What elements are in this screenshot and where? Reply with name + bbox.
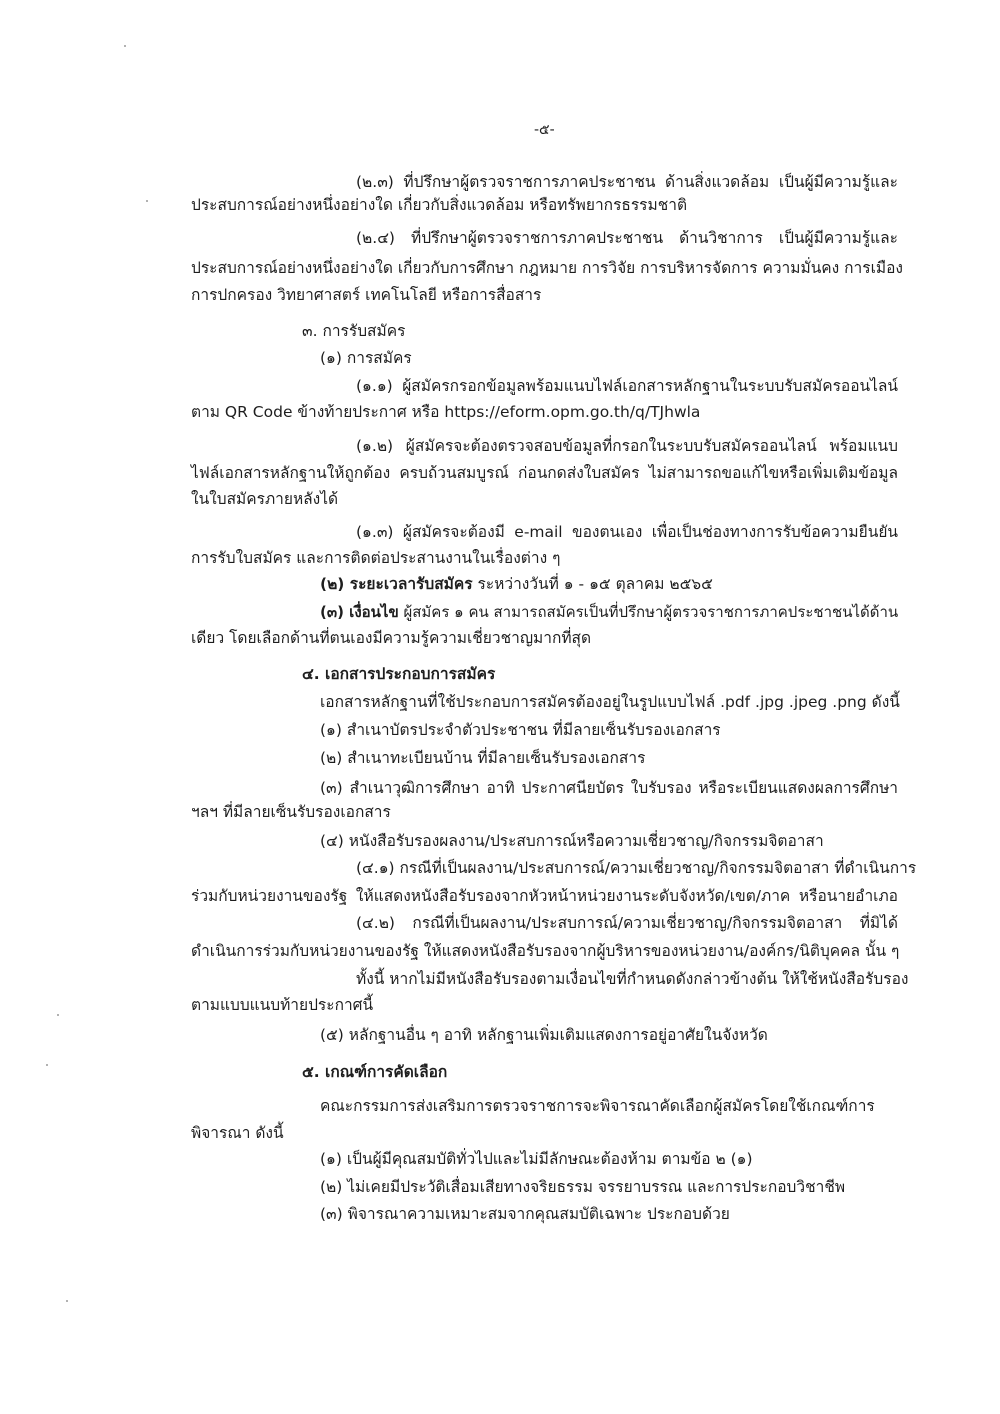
item-1-3-line-2: การรับใบสมัคร และการติดต่อประสานงานในเรื่องต่าง ๆ	[191, 549, 561, 567]
item-1-3-line-1: (๑.๓) ผู้สมัครจะต้องมี e-mail ของตนเอง เพื่อเป็นช่องทางการรับข้อความยืนยัน	[356, 523, 898, 541]
item-1-1-line-2: ตาม QR Code ข้างท้ายประกาศ หรือ https://eform.opm.go.th/q/TJhwla	[191, 403, 701, 421]
item-3-3-text: ผู้สมัคร ๑ คน สามารถสมัครเป็นที่ปรึกษาผู้ตรวจราชการภาคประชาชนได้ด้าน	[398, 603, 899, 621]
section-4-heading: ๔. เอกสารประกอบการสมัคร	[302, 665, 496, 683]
item-1-2-line-3: ในใบสมัครภายหลังได้	[191, 490, 339, 508]
section-3-heading: ๓. การรับสมัคร	[302, 322, 406, 340]
page-number: -๕-	[534, 122, 555, 138]
doc-item-4: (๔) หนังสือรับรองผลงาน/ประสบการณ์หรือความเชี่ยวชาญ/กิจกรรมจิตอาสา	[320, 832, 824, 850]
doc-item-4-1-line-1: (๔.๑) กรณีที่เป็นผลงาน/ประสบการณ์/ความเชี่ยวชาญ/กิจกรรมจิตอาสา ที่ดำเนินการ	[356, 859, 917, 877]
criteria-item-2: (๒) ไม่เคยมีประวัติเสื่อมเสียทางจริยธรรม จรรยาบรรณ และการประกอบวิชาชีพ	[320, 1178, 846, 1196]
para-2-4-line-3: การปกครอง วิทยาศาสตร์ เทคโนโลยี หรือการสื่อสาร	[191, 286, 542, 304]
para-2-4-line-1: (๒.๔) ที่ปรึกษาผู้ตรวจราชการภาคประชาชน ด้านวิชาการ เป็นผู้มีความรู้และ	[356, 229, 898, 247]
item-3-2-text: ระหว่างวันที่ ๑ - ๑๕ ตุลาคม ๒๕๖๕	[472, 575, 713, 593]
item-3-3-label: (๓) เงื่อนไข	[320, 603, 399, 621]
scan-speck	[146, 200, 148, 202]
item-1-2-line-2: ไฟล์เอกสารหลักฐานให้ถูกต้อง ครบถ้วนสมบูรณ์ ก่อนกดส่งใบสมัคร ไม่สามารถขอแก้ไขหรือเพิ่มเติมข้อมูล	[191, 464, 898, 482]
scan-speck	[124, 45, 126, 47]
item-3-2-label: (๒) ระยะเวลารับสมัคร	[320, 575, 473, 593]
section-5-intro-line-1: คณะกรรมการส่งเสริมการตรวจราชการจะพิจารณาคัดเลือกผู้สมัครโดยใช้เกณฑ์การ	[320, 1097, 875, 1115]
item-3-3-line-2: เดียว โดยเลือกด้านที่ตนเองมีความรู้ความเชี่ยวชาญมากที่สุด	[191, 629, 592, 647]
section-3-1-heading: (๑) การสมัคร	[320, 349, 412, 367]
criteria-item-1: (๑) เป็นผู้มีคุณสมบัติทั่วไปและไม่มีลักษณะต้องห้าม ตามข้อ ๒ (๑)	[320, 1150, 753, 1168]
item-3-2	[320, 572, 713, 596]
scan-speck	[46, 1064, 48, 1066]
section-5-intro-line-2: พิจารณา ดังนี้	[191, 1124, 284, 1142]
doc-note-line-1: ทั้งนี้ หากไม่มีหนังสือรับรองตามเงื่อนไขที่กำหนดดังกล่าวข้างต้น ให้ใช้หนังสือรับรอง	[356, 970, 909, 988]
item-1-2-line-1: (๑.๒) ผู้สมัครจะต้องตรวจสอบข้อมูลที่กรอกในระบบรับสมัครออนไลน์ พร้อมแนบ	[356, 437, 898, 455]
scan-speck	[66, 1300, 68, 1302]
item-3-3-line-1	[320, 600, 898, 624]
para-2-4-line-2: ประสบการณ์อย่างหนึ่งอย่างใด เกี่ยวกับการศึกษา กฎหมาย การวิจัย การบริหารจัดการ ความมั่นคง การเมือง	[191, 259, 903, 277]
para-2-3-line-2: ประสบการณ์อย่างหนึ่งอย่างใด เกี่ยวกับสิ่งแวดล้อม หรือทรัพยากรธรรมชาติ	[191, 196, 688, 214]
section-4-intro: เอกสารหลักฐานที่ใช้ประกอบการสมัครต้องอยู่ในรูปแบบไฟล์ .pdf .jpg .jpeg .png ดังนี้	[320, 693, 900, 711]
doc-item-4-1-line-2: ร่วมกับหน่วยงานของรัฐ ให้แสดงหนังสือรับรองจากหัวหน้าหน่วยงานระดับจังหวัด/เขต/ภาค หรือนายอำเภอ	[191, 887, 898, 905]
criteria-item-3: (๓) พิจารณาความเหมาะสมจากคุณสมบัติเฉพาะ ประกอบด้วย	[320, 1205, 730, 1223]
doc-item-4-2-line-2: ดำเนินการร่วมกับหน่วยงานของรัฐ ให้แสดงหนังสือรับรองจากผู้บริหารของหน่วยงาน/องค์กร/นิติบุคคล นั้น ๆ	[191, 942, 900, 960]
para-2-3-line-1: (๒.๓) ที่ปรึกษาผู้ตรวจราชการภาคประชาชน ด้านสิ่งแวดล้อม เป็นผู้มีความรู้และ	[356, 173, 898, 191]
scan-speck	[57, 1014, 59, 1016]
doc-item-4-2-line-1: (๔.๒) กรณีที่เป็นผลงาน/ประสบการณ์/ความเชี่ยวชาญ/กิจกรรมจิตอาสา ที่มิได้	[356, 914, 898, 932]
doc-item-3-line-1: (๓) สำเนาวุฒิการศึกษา อาทิ ประกาศนียบัตร ใบรับรอง หรือระเบียนแสดงผลการศึกษา	[320, 779, 898, 797]
doc-item-3-line-2: ฯลฯ ที่มีลายเซ็นรับรองเอกสาร	[191, 803, 391, 821]
item-1-1-line-1: (๑.๑) ผู้สมัครกรอกข้อมูลพร้อมแนบไฟล์เอกสารหลักฐานในระบบรับสมัครออนไลน์	[356, 377, 898, 395]
doc-item-2: (๒) สำเนาทะเบียนบ้าน ที่มีลายเซ็นรับรองเอกสาร	[320, 749, 646, 767]
doc-note-line-2: ตามแบบแนบท้ายประกาศนี้	[191, 996, 374, 1014]
section-5-heading: ๕. เกณฑ์การคัดเลือก	[302, 1063, 448, 1081]
doc-item-1: (๑) สำเนาบัตรประจำตัวประชาชน ที่มีลายเซ็นรับรองเอกสาร	[320, 721, 721, 739]
doc-item-5: (๕) หลักฐานอื่น ๆ อาทิ หลักฐานเพิ่มเติมแสดงการอยู่อาศัยในจังหวัด	[320, 1026, 768, 1044]
